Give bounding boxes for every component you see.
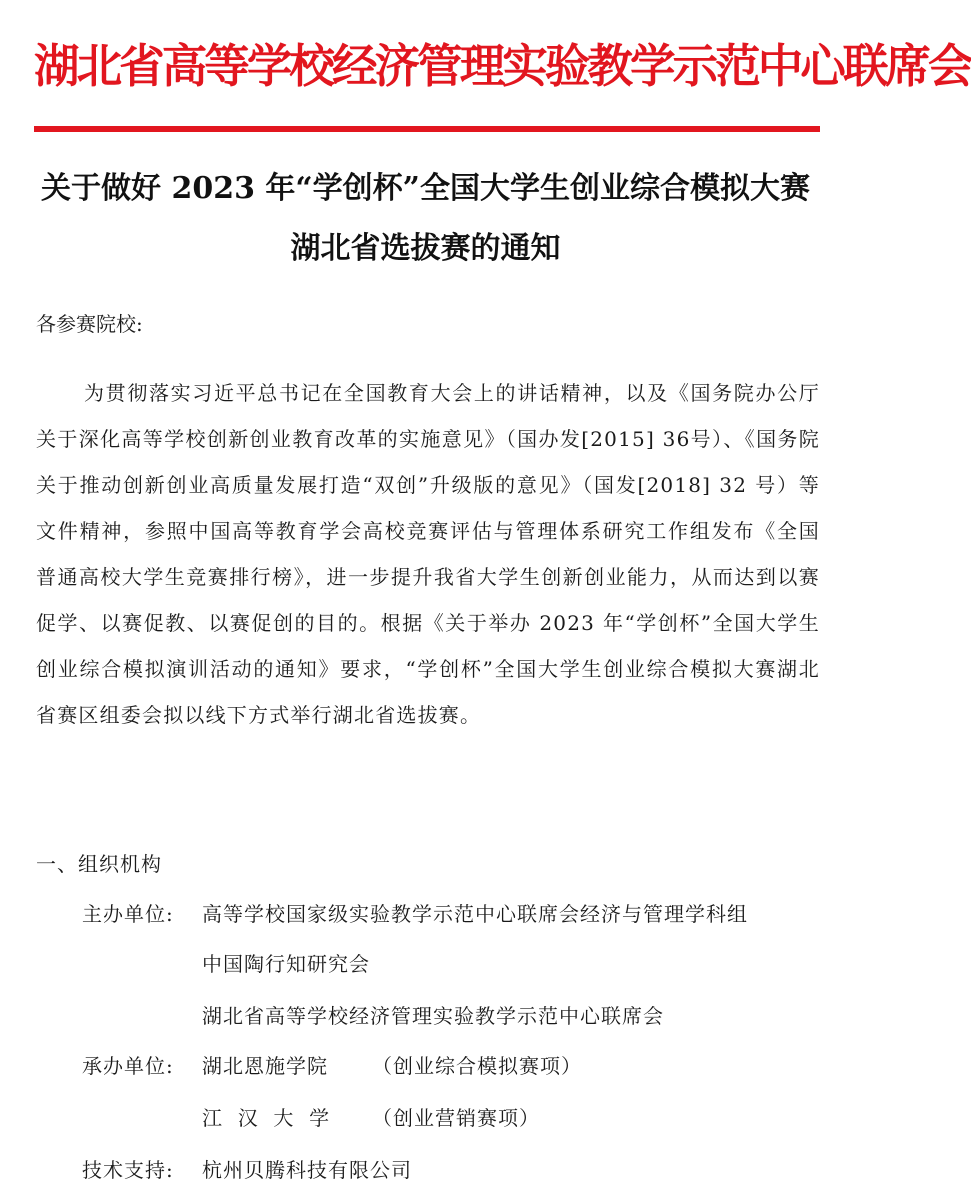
letterhead-red-rule xyxy=(34,126,820,132)
host-organization: 湖北省高等学校经济管理实验教学示范中心联席会 xyxy=(202,1004,664,1028)
notice-title-line-1: 关于做好 2023 年“学创杯”全国大学生创业综合模拟大赛 xyxy=(41,171,810,206)
tech-support-label: 技术支持: xyxy=(82,1158,174,1182)
organizer-row-2 xyxy=(0,1102,851,1132)
host-label: 主办单位: xyxy=(82,902,174,926)
letterhead-organization-name: 湖北省高等学校经济管理实验教学示范中心联席会 xyxy=(34,39,971,93)
salutation: 各参赛院校: xyxy=(36,312,143,336)
organizer-label: 承办单位: xyxy=(82,1054,174,1078)
organizer-name: 湖北恩施学院 xyxy=(202,1054,328,1078)
tech-support-company: 杭州贝腾科技有限公司 xyxy=(202,1158,412,1182)
section-heading-organization: 一、组织机构 xyxy=(36,852,162,876)
organizer-event: （创业营销赛项） xyxy=(372,1106,540,1130)
host-organization: 中国陶行知研究会 xyxy=(202,952,370,976)
host-row-2 xyxy=(0,948,851,978)
letterhead xyxy=(34,30,971,102)
tech-support-row xyxy=(0,1154,851,1184)
organizer-row-1 xyxy=(0,1050,851,1080)
notice-title-line-2: 湖北省选拔赛的通知 xyxy=(290,231,561,266)
body-paragraph: 为贯彻落实习近平总书记在全国教育大会上的讲话精神，以及《国务院办公厅关于深化高等学校创新创业教育改革的实施意见》（国办发[2015] 36号）、《国务院关于推动创新创业高质量发展打造“双创”升级版的意见》（国发[2018] 32 号）等文件精神，参照中国高等教育学会高校竞赛评估与管理体系研究工作组发布《全国普通高校大学生竞赛排行榜》，进一步提升我省大学生创新创业能力，从而达到以赛促学、以赛促教、以赛促创的目的。根据《关于举办 2023 年“学创杯”全国大学生创业综合模拟演训活动的通知》要求，“学创杯”全国大学生创业综合模拟大赛湖北省赛区组委会拟以线下方式举行湖北省选拔赛。 xyxy=(36,381,820,727)
host-row-1 xyxy=(0,898,851,928)
organizer-name: 江 汉 大 学 xyxy=(202,1106,331,1130)
organizer-event: （创业综合模拟赛项） xyxy=(372,1054,582,1078)
host-row-3 xyxy=(0,1000,851,1030)
host-organization: 高等学校国家级实验教学示范中心联席会经济与管理学科组 xyxy=(202,902,748,926)
